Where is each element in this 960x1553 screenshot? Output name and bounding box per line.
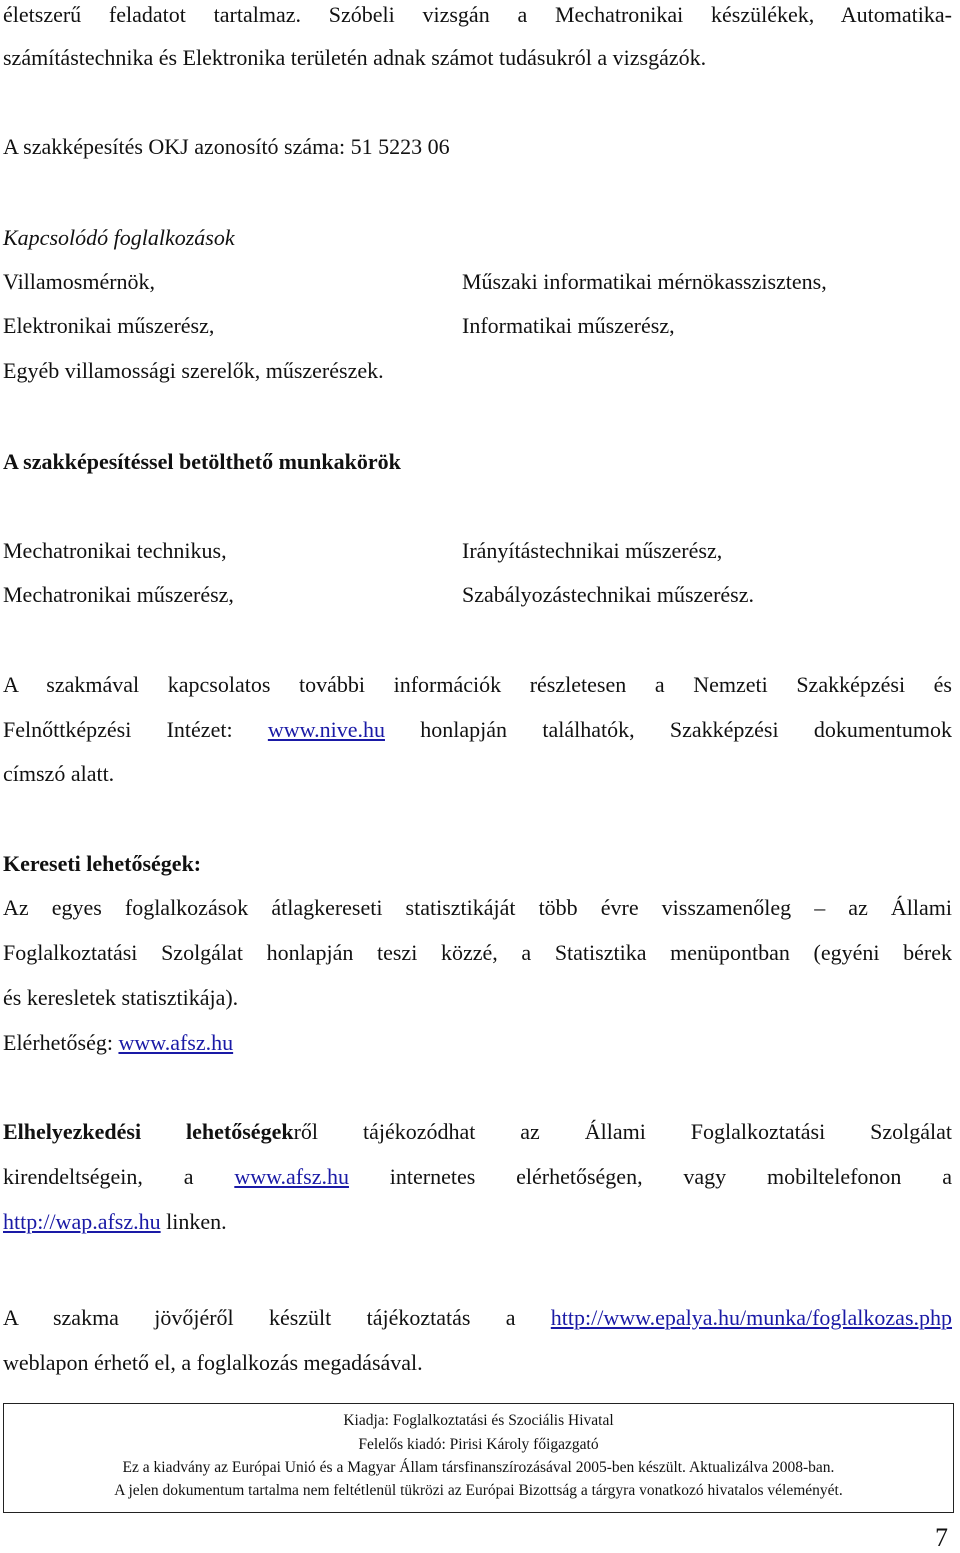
more-info-line-3: címszó alatt. [3, 761, 115, 786]
placement-word-2 [186, 1119, 952, 1144]
jobs-right-1: Irányítástechnikai műszerész, [462, 538, 723, 563]
earnings-line-1: Az egyes foglalkozások átlagkereseti statisztikáját több évre visszamenőleg – az Állami [3, 895, 952, 920]
related-heading: Kapcsolódó foglalkozások [3, 225, 235, 250]
footer-responsible: Felelős kiadó: Pirisi Károly főigazgató [358, 1436, 599, 1453]
jobs-right-2: Szabályozástechnikai műszerész. [462, 582, 754, 607]
related-right-1: Műszaki informatikai mérnökasszisztens, [462, 269, 827, 294]
placement-text-b: internetes elérhetőségen, vagy mobiltelefonon a [389, 1164, 952, 1189]
access-label: Elérhetőség: [3, 1030, 113, 1055]
nive-link[interactable]: www.nive.hu [267, 717, 385, 742]
footer-publisher: Kiadja: Foglalkoztatási és Szociális Hivatal [343, 1412, 614, 1429]
jobs-left-1: Mechatronikai technikus, [3, 538, 227, 563]
earnings-line-3: és keresletek statisztikája). [3, 985, 239, 1010]
placement-line-3 [3, 1209, 227, 1235]
earnings-line-2: Foglalkoztatási Szolgálat honlapján teszi közzé, a Statisztika menüpontban (egyéni bérek [3, 940, 952, 965]
footer-box [3, 1403, 954, 1513]
placement-line-1 [3, 1119, 952, 1145]
more-info-text-a: Felnőttképzési Intézet: [3, 717, 233, 742]
page-number: 7 [935, 1523, 948, 1552]
placement-text-a: kirendeltségein, a [3, 1164, 194, 1189]
placement-text-c: linken. [166, 1209, 227, 1234]
jobs-heading: A szakképesítéssel betölthető munkakörök [3, 449, 401, 474]
related-left-2: Elektronikai műszerész, [3, 313, 215, 338]
footer-disclaimer: A jelen dokumentum tartalma nem feltétlenül tükrözi az Európai Bizottság a tárgyra vonatkozó hivatalos véleményét. [114, 1482, 843, 1499]
future-text-a: A szakma jövőjéről készült tájékoztatás a [3, 1305, 516, 1330]
future-line-2: weblapon érhető el, a foglalkozás megadásával. [3, 1350, 423, 1375]
jobs-left-2: Mechatronikai műszerész, [3, 582, 234, 607]
intro-line-2: számítástechnika és Elektronika területén adnak számot tudásukról a vizsgázók. [3, 45, 707, 70]
more-info-line-2 [3, 717, 952, 743]
placement-bold-a: Elhelyezkedési [3, 1119, 142, 1144]
intro-line-1: életszerű feladatot tartalmaz. Szóbeli vizsgán a Mechatronikai készülékek, Automatika- [3, 2, 952, 27]
placement-bold-b: lehetőségek [186, 1119, 294, 1144]
related-right-2: Informatikai műszerész, [462, 313, 675, 338]
more-info-text-b: honlapján találhatók, Szakképzési dokumentumok [420, 717, 952, 742]
related-last: Egyéb villamossági szerelők, műszerészek. [3, 358, 384, 383]
related-left-1: Villamosmérnök, [3, 269, 156, 294]
epalya-link[interactable]: http://www.epalya.hu/munka/foglalkozas.php [550, 1305, 953, 1330]
future-line-1 [3, 1305, 952, 1331]
earnings-heading: Kereseti lehetőségek: [3, 851, 202, 876]
more-info-line-1: A szakmával kapcsolatos további információk részletesen a Nemzeti Szakképzési és [3, 672, 952, 697]
earnings-access [3, 1030, 233, 1056]
footer-funding: Ez a kiadvány az Európai Unió és a Magyar Állam társfinanszírozásával 2005-ben készült. Aktualizálva 2008-ban. [122, 1459, 835, 1476]
placement-line-2 [3, 1164, 952, 1190]
afsz-link[interactable]: www.afsz.hu [118, 1030, 234, 1055]
afsz-link-2[interactable]: www.afsz.hu [234, 1164, 349, 1189]
wap-afsz-link[interactable]: http://wap.afsz.hu [3, 1209, 161, 1234]
placement-rest: ről tájékozódhat az Állami Foglalkoztatási Szolgálat [293, 1119, 953, 1144]
okj-id: A szakképesítés OKJ azonosító száma: 51 5223 06 [3, 134, 450, 159]
